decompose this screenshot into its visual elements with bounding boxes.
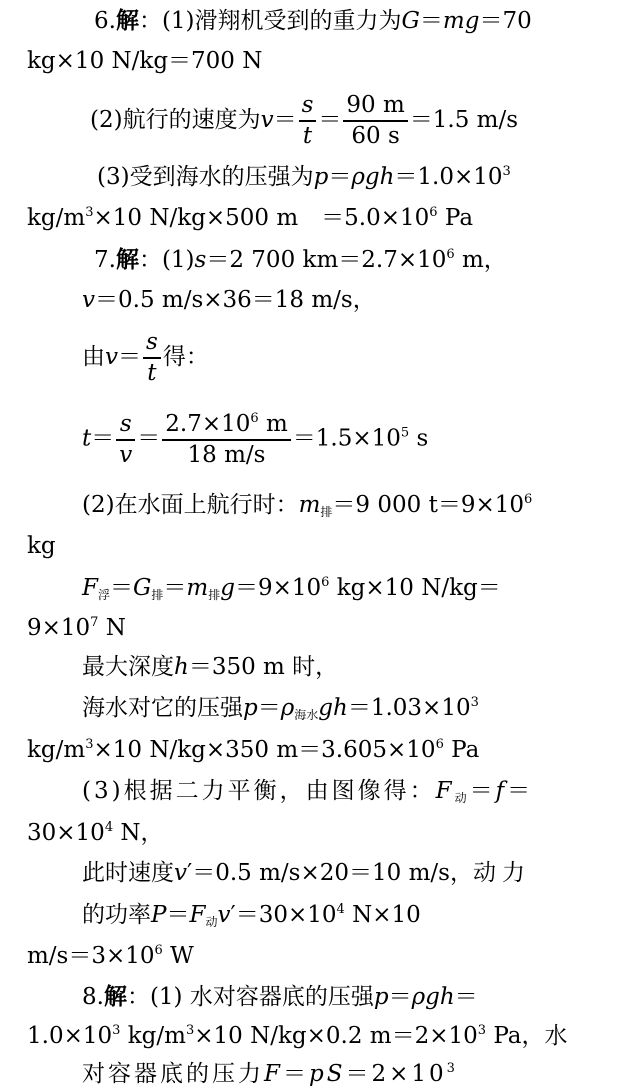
p7-fraction-st: $\frac{s}{t}$ <box>143 331 161 385</box>
p6-fraction-values: $\frac{90 m}{60 s}$ <box>343 94 407 148</box>
p7-line8: $9\times 10^7$ N <box>27 615 126 641</box>
p7-line9: 最大深度h＝350 m 时， <box>82 654 339 680</box>
p7-line4: t＝ $\frac{s}{v}$ ＝ $\frac{2.7\times 10^6 m}{18 m/s}$ $=1.5\times 10^5$ s <box>82 410 429 468</box>
p7-fraction-values: $\frac{2.7\times 10^6 m}{18 m/s}$ <box>162 412 291 467</box>
p6-line1: 6.解：(1)滑翔机受到的重力为G＝mg＝70 <box>94 7 532 34</box>
p7-line15: 的功率$P=F_动v'=30\times 10^4$ N×10 <box>82 902 421 929</box>
p8-line2: $1.0\times 10^3$ $kg/m^3\times 10$ N/kg×0.2 $m=2\times 10^3$ Pa，水 <box>27 1023 568 1049</box>
p7-line11: $kg/m^3\times 10$ N/kg×350 $m=3.605\times 10^6$ Pa <box>27 737 480 763</box>
p7-line3: 由v＝ $\frac{s}{t}$ 得： <box>82 329 209 386</box>
p8-number: 8. <box>82 984 104 1010</box>
p8-solution-label: 解 <box>103 983 127 1010</box>
p6-number: 6. <box>94 8 116 34</box>
p7-fraction-sv: $\frac{s}{v}$ <box>116 413 135 467</box>
p7-line5: (2)在水面上航行时：$m_排=9$ 000 $t=9\times 10^6$ <box>82 492 533 519</box>
p6-line4: (3)受到海水的压强为$p=\rho gh=1.0\times 10^3$ <box>97 164 511 190</box>
p7-line16: $m/s=3\times 10^6$ W <box>27 943 194 969</box>
p7-solution-label: 解 <box>115 246 139 273</box>
p6-line3: (2)航行的速度为v＝ $\frac{s}{t}$ ＝ $\frac{90 m}{60 s}$ ＝1.5 m/s <box>90 92 519 149</box>
p6-line5: $kg/m^3\times 10$ N/kg×500 m $=5.0\times 10^6$ Pa <box>27 205 474 231</box>
p7-line14: 此时速度v′＝0.5 m/s×20＝10 m/s，动力 <box>82 860 531 886</box>
p7-line6: kg <box>27 533 56 559</box>
p6-solution-label: 解 <box>115 7 139 34</box>
p7-line12: (3)根据二力平衡，由图像得：$F_动=f=$ <box>82 778 534 805</box>
p8-line1: 8.解：(1) 水对容器底的压强p＝ρgh＝ <box>82 983 478 1010</box>
p7-number: 7. <box>94 247 116 273</box>
p7-line1: 7.解：(1)s＝2 700 $km=2.7\times 10^6$ m， <box>94 246 507 273</box>
p7-line10: 海水对它的压强$p=\rho_{海水}gh=1.03\times 10^3$ <box>82 695 479 722</box>
p8-line3: 对容器底的压力$F=pS=2\times 10^3$ <box>82 1061 458 1087</box>
p6-line2: kg×10 N/kg＝700 N <box>27 48 263 74</box>
p7-line2: v＝0.5 m/s×36＝18 m/s， <box>82 287 376 313</box>
p7-line13: $30\times 10^4$ N， <box>27 820 164 846</box>
p7-line7: $F_浮=G_排=m_排g=9\times 10^6$ kg×10 N/kg＝ <box>82 575 501 602</box>
p6-fraction-st: $\frac{s}{t}$ <box>299 94 317 148</box>
